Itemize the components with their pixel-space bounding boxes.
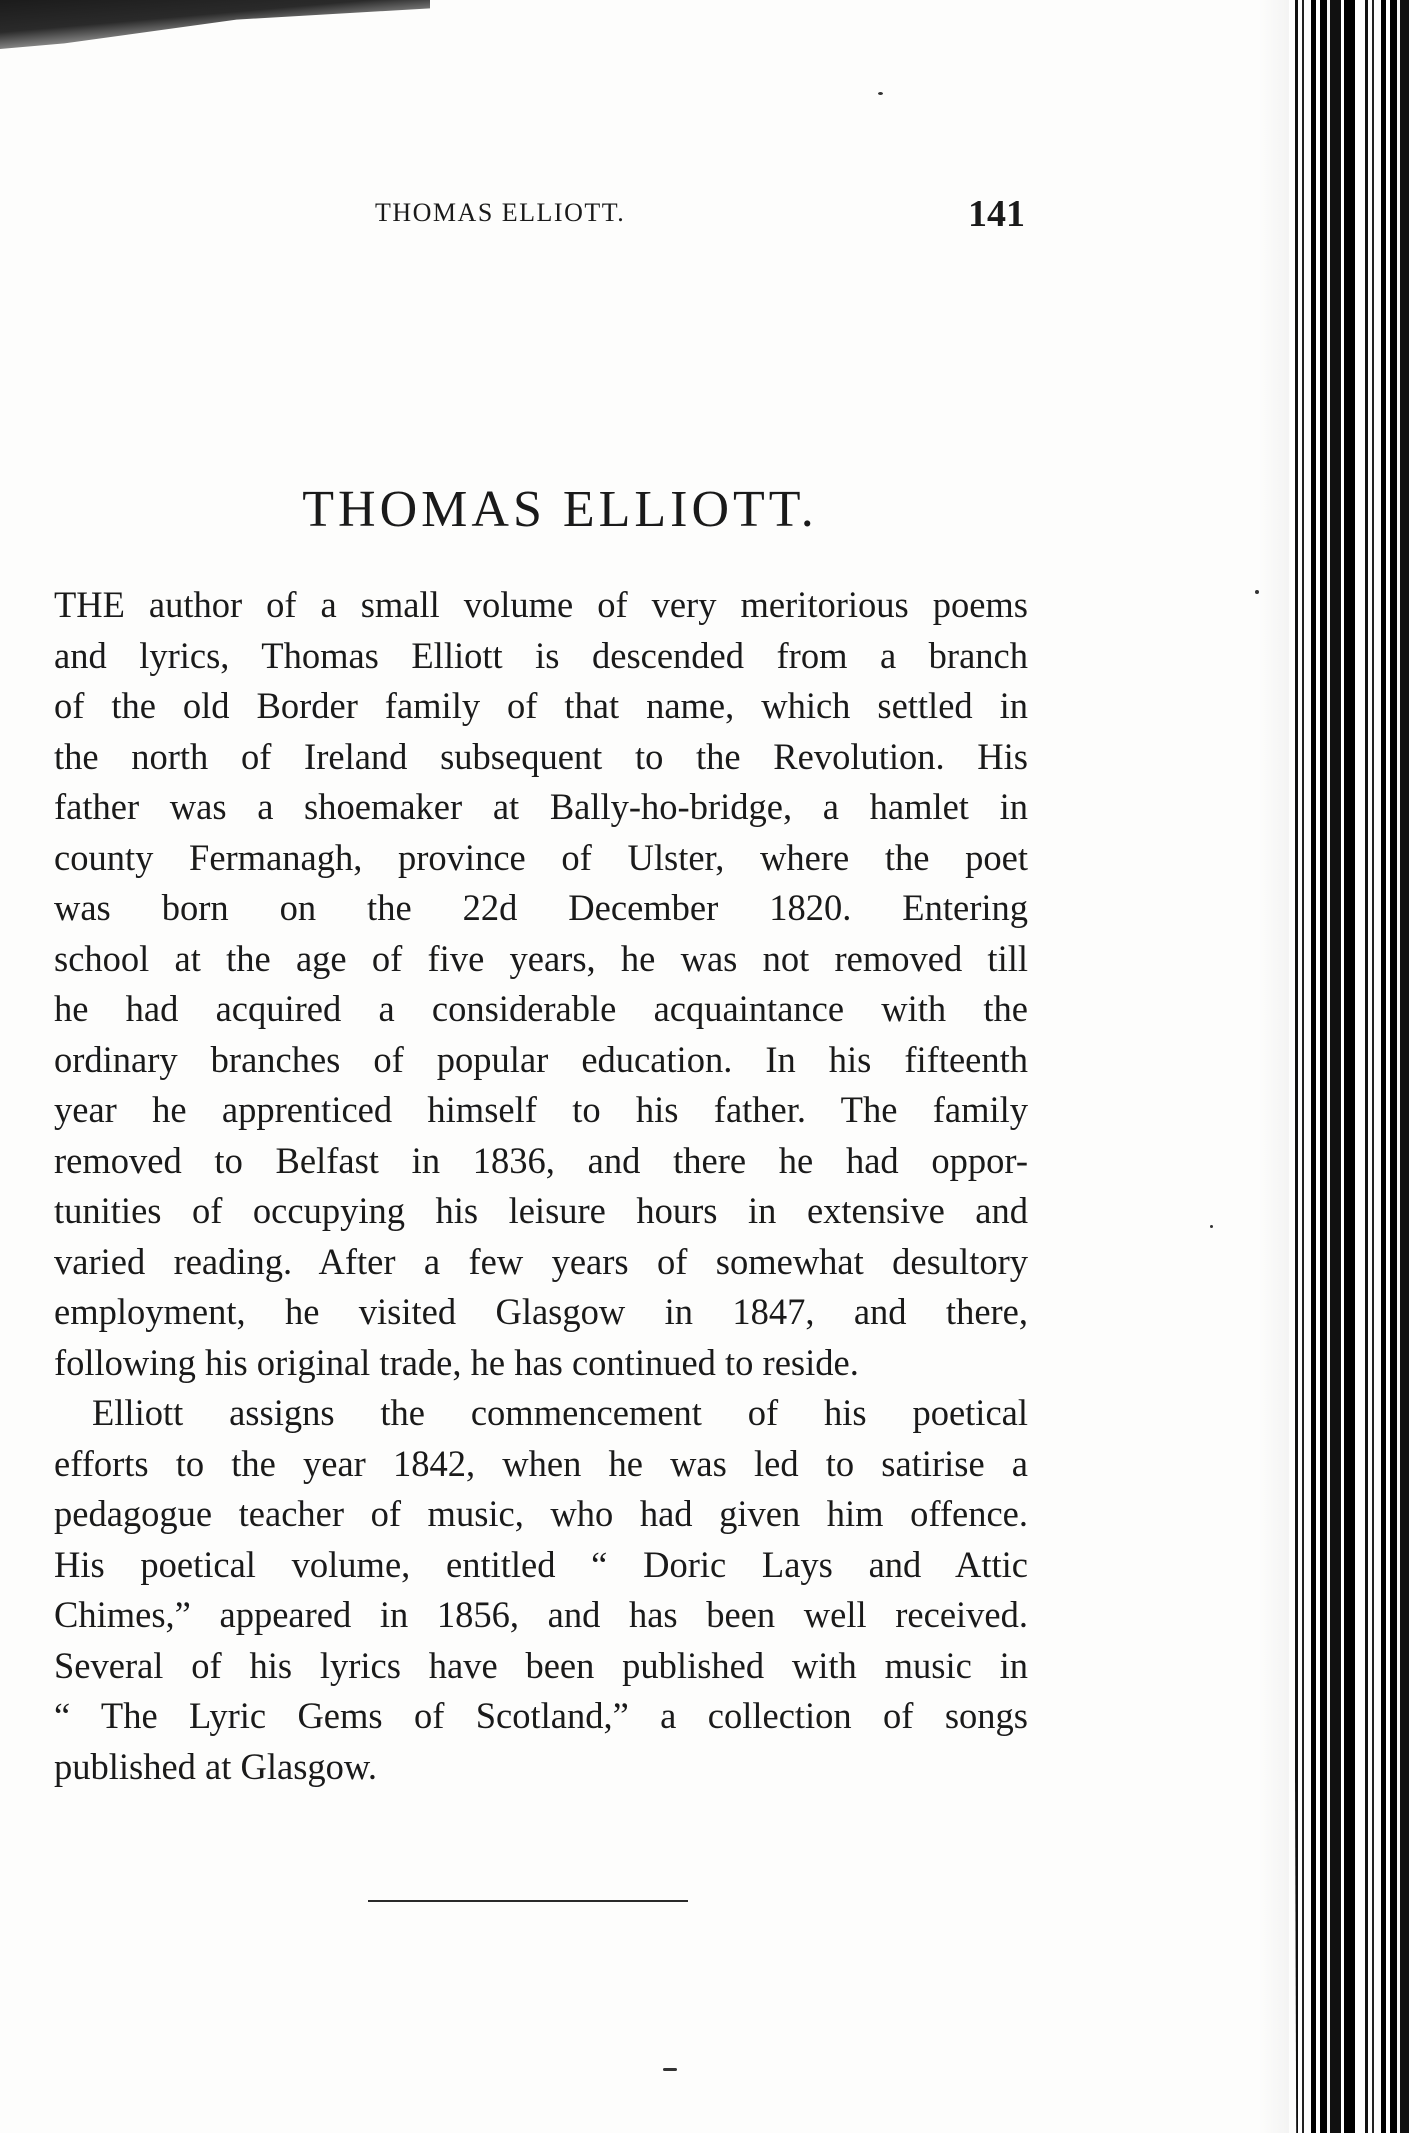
- scan-speck: [663, 2068, 677, 2071]
- text-line: Elliott assigns the commencement of his poetical: [92, 1392, 1028, 1433]
- body-text: [54, 580, 1028, 1792]
- paragraph-1: [54, 580, 1028, 1388]
- text-line: removed to Belfast in 1836, and there he had oppor-: [54, 1139, 1028, 1181]
- text-line: year he apprenticed himself to his father. The family: [54, 1089, 1028, 1130]
- scan-shadow: [0, 0, 430, 70]
- page-edge-shade: [1259, 0, 1289, 2133]
- text-line: THE author of a small volume of very meritorious poems: [54, 584, 1028, 625]
- page-edge-stack: [1289, 0, 1409, 2133]
- text-line: county Fermanagh, province of Ulster, where the poet: [54, 836, 1028, 878]
- text-line: ordinary branches of popular education. In his fifteenth: [54, 1038, 1028, 1080]
- paragraph-2: [54, 1388, 1028, 1792]
- text-line: he had acquired a considerable acquaintance with the: [54, 988, 1028, 1029]
- text-line: following his original trade, he has continued to reside.: [54, 1341, 859, 1383]
- text-line: school at the age of five years, he was not removed till: [54, 937, 1028, 979]
- scan-speck: [878, 92, 883, 95]
- text-line: efforts to the year 1842, when he was led to satirise a: [54, 1442, 1028, 1484]
- text-line: was born on the 22d December 1820. Entering: [54, 887, 1028, 928]
- text-line: of the old Border family of that name, which settled in: [54, 685, 1028, 726]
- page-number: 141: [968, 193, 1025, 235]
- text-line: father was a shoemaker at Bally-ho-bridge, a hamlet in: [54, 786, 1028, 827]
- text-line: and lyrics, Thomas Elliott is descended from a branch: [54, 634, 1028, 676]
- text-line: varied reading. After a few years of somewhat desultory: [54, 1240, 1028, 1282]
- text-line: Chimes,” appeared in 1856, and has been well received.: [54, 1594, 1028, 1635]
- text-line: His poetical volume, entitled “ Doric Lays and Attic: [54, 1543, 1028, 1585]
- running-head-title: THOMAS ELLIOTT.: [375, 198, 626, 227]
- text-line: the north of Ireland subsequent to the Revolution. His: [54, 735, 1028, 777]
- text-line: published at Glasgow.: [54, 1745, 378, 1787]
- scan-speck: [1210, 1225, 1213, 1228]
- chapter-title: THOMAS ELLIOTT.: [302, 481, 818, 538]
- section-divider: [368, 1900, 688, 1902]
- text-line: tunities of occupying his leisure hours in extensive and: [54, 1190, 1028, 1231]
- text-line: Several of his lyrics have been published with music in: [54, 1644, 1028, 1686]
- text-line: “ The Lyric Gems of Scotland,” a collection of songs: [54, 1695, 1028, 1736]
- text-line: pedagogue teacher of music, who had given him offence.: [54, 1493, 1028, 1534]
- text-line: employment, he visited Glasgow in 1847, and there,: [54, 1291, 1028, 1332]
- scan-speck: [1255, 590, 1259, 594]
- running-head: [375, 192, 1025, 235]
